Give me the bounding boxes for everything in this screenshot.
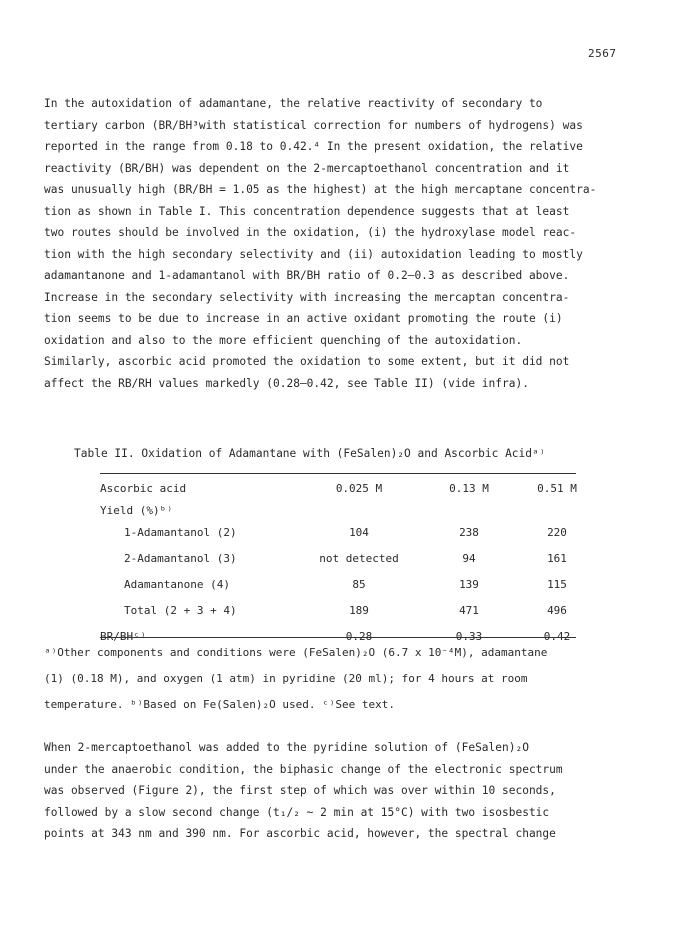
page-number: 2567 <box>588 47 617 60</box>
footnote-line: ᵃ⁾Other components and conditions were (FeSalen)₂O (6.7 x 10⁻⁴M), adamantane <box>44 646 548 659</box>
header-cell: 0.025 M <box>335 481 383 495</box>
table-cell: 139 <box>459 577 479 591</box>
table-header-row <box>100 475 600 501</box>
text-line: followed by a slow second change (t₁/₂ ~ 2 min at 15°C) with two isosbestic <box>44 805 550 819</box>
text-line: tion as shown in Table I. This concentration dependence suggests that at least <box>44 204 570 218</box>
table-cell: 104 <box>349 525 369 539</box>
row-label: 2-Adamantanol (3) <box>124 551 237 565</box>
paragraph-autoxidation <box>44 93 634 394</box>
text-line: When 2-mercaptoethanol was added to the pyridine solution of (FeSalen)₂O <box>44 741 529 754</box>
text-line: reported in the range from 0.18 to 0.42.⁴ In the present oxidation, the relative <box>44 140 583 153</box>
footnote-line: temperature. ᵇ⁾Based on Fe(Salen)₂O used. ᶜ⁾See text. <box>44 698 395 711</box>
text-line: tion with the high secondary selectivity and (ii) autoxidation leading to mostly <box>44 247 583 261</box>
table-top-rule <box>100 473 576 474</box>
table-cell: 0.28 <box>345 629 373 643</box>
table-cell: 189 <box>349 603 369 617</box>
table-cell: 0.42 <box>543 629 571 643</box>
text-line: reactivity (BR/BH) was dependent on the 2-mercaptoethanol concentration and it <box>44 161 570 175</box>
table-cell: 94 <box>462 551 476 565</box>
row-label: 1-Adamantanol (2) <box>124 525 237 539</box>
table-cell: 161 <box>547 551 567 565</box>
table-cell: 496 <box>547 603 567 617</box>
table-cell: 220 <box>547 525 567 539</box>
table-footnotes <box>44 640 644 718</box>
text-line: oxidation and also to the more efficient quenching of the autoxidation. <box>44 333 523 347</box>
table-cell: 0.33 <box>455 629 483 643</box>
table-cell: 85 <box>352 577 366 591</box>
table-row <box>100 545 600 571</box>
header-cell: 0.13 M <box>449 481 489 495</box>
paragraph-mercaptoethanol <box>44 737 634 845</box>
text-line: tertiary carbon (BR/BH³with statistical correction for numbers of hydrogens) was <box>44 118 583 132</box>
row-label: Adamantanone (4) <box>124 577 230 591</box>
text-line: two routes should be involved in the oxidation, (i) the hydroxylase model reac- <box>44 226 577 239</box>
table-caption: Table II. Oxidation of Adamantane with (FeSalen)₂O and Ascorbic Acidᵃ⁾ <box>74 447 546 460</box>
table-cell: 115 <box>547 577 567 591</box>
text-line: under the anaerobic condition, the biphasic change of the electronic spectrum <box>44 762 563 776</box>
results-table <box>100 475 600 649</box>
table-bottom-rule <box>100 637 576 638</box>
footnote-line: (1) (0.18 M), and oxygen (1 atm) in pyridine (20 ml); for 4 hours at room <box>44 672 528 685</box>
text-line: affect the RB/RH values markedly (0.28—0.42, see Table II) (vide infra). <box>44 376 529 390</box>
header-cell: 0.51 M <box>537 481 577 495</box>
table-cell: 238 <box>459 525 479 539</box>
text-line: In the autoxidation of adamantane, the relative reactivity of secondary to <box>44 97 543 110</box>
yield-label: Yield (%)ᵇ⁾ <box>100 503 173 517</box>
row-label: Total (2 + 3 + 4) <box>124 603 237 617</box>
text-line: tion seems to be due to increase in an active oxidant promoting the route (i) <box>44 312 563 325</box>
text-line: Similarly, ascorbic acid promoted the oxidation to some extent, but it did not <box>44 355 570 368</box>
header-cell: Ascorbic acid <box>100 481 187 495</box>
text-line: was observed (Figure 2), the first step of which was over within 10 seconds, <box>44 784 556 797</box>
text-line: was unusually high (BR/BH = 1.05 as the highest) at the high mercaptane concentra- <box>44 183 597 196</box>
table-row <box>100 597 600 623</box>
text-line: Increase in the secondary selectivity with increasing the mercaptan concentra- <box>44 290 570 304</box>
table-cell: 471 <box>459 603 479 617</box>
table-cell: not detected <box>319 551 399 565</box>
table-yield-row <box>100 501 600 519</box>
text-line: points at 343 nm and 390 nm. For ascorbic acid, however, the spectral change <box>44 827 556 840</box>
table-row <box>100 571 600 597</box>
text-line: adamantanone and 1-adamantanol with BR/BH ratio of 0.2—0.3 as described above. <box>44 269 570 282</box>
row-label: BR/BHᶜ⁾ <box>100 629 147 643</box>
table-row <box>100 519 600 545</box>
